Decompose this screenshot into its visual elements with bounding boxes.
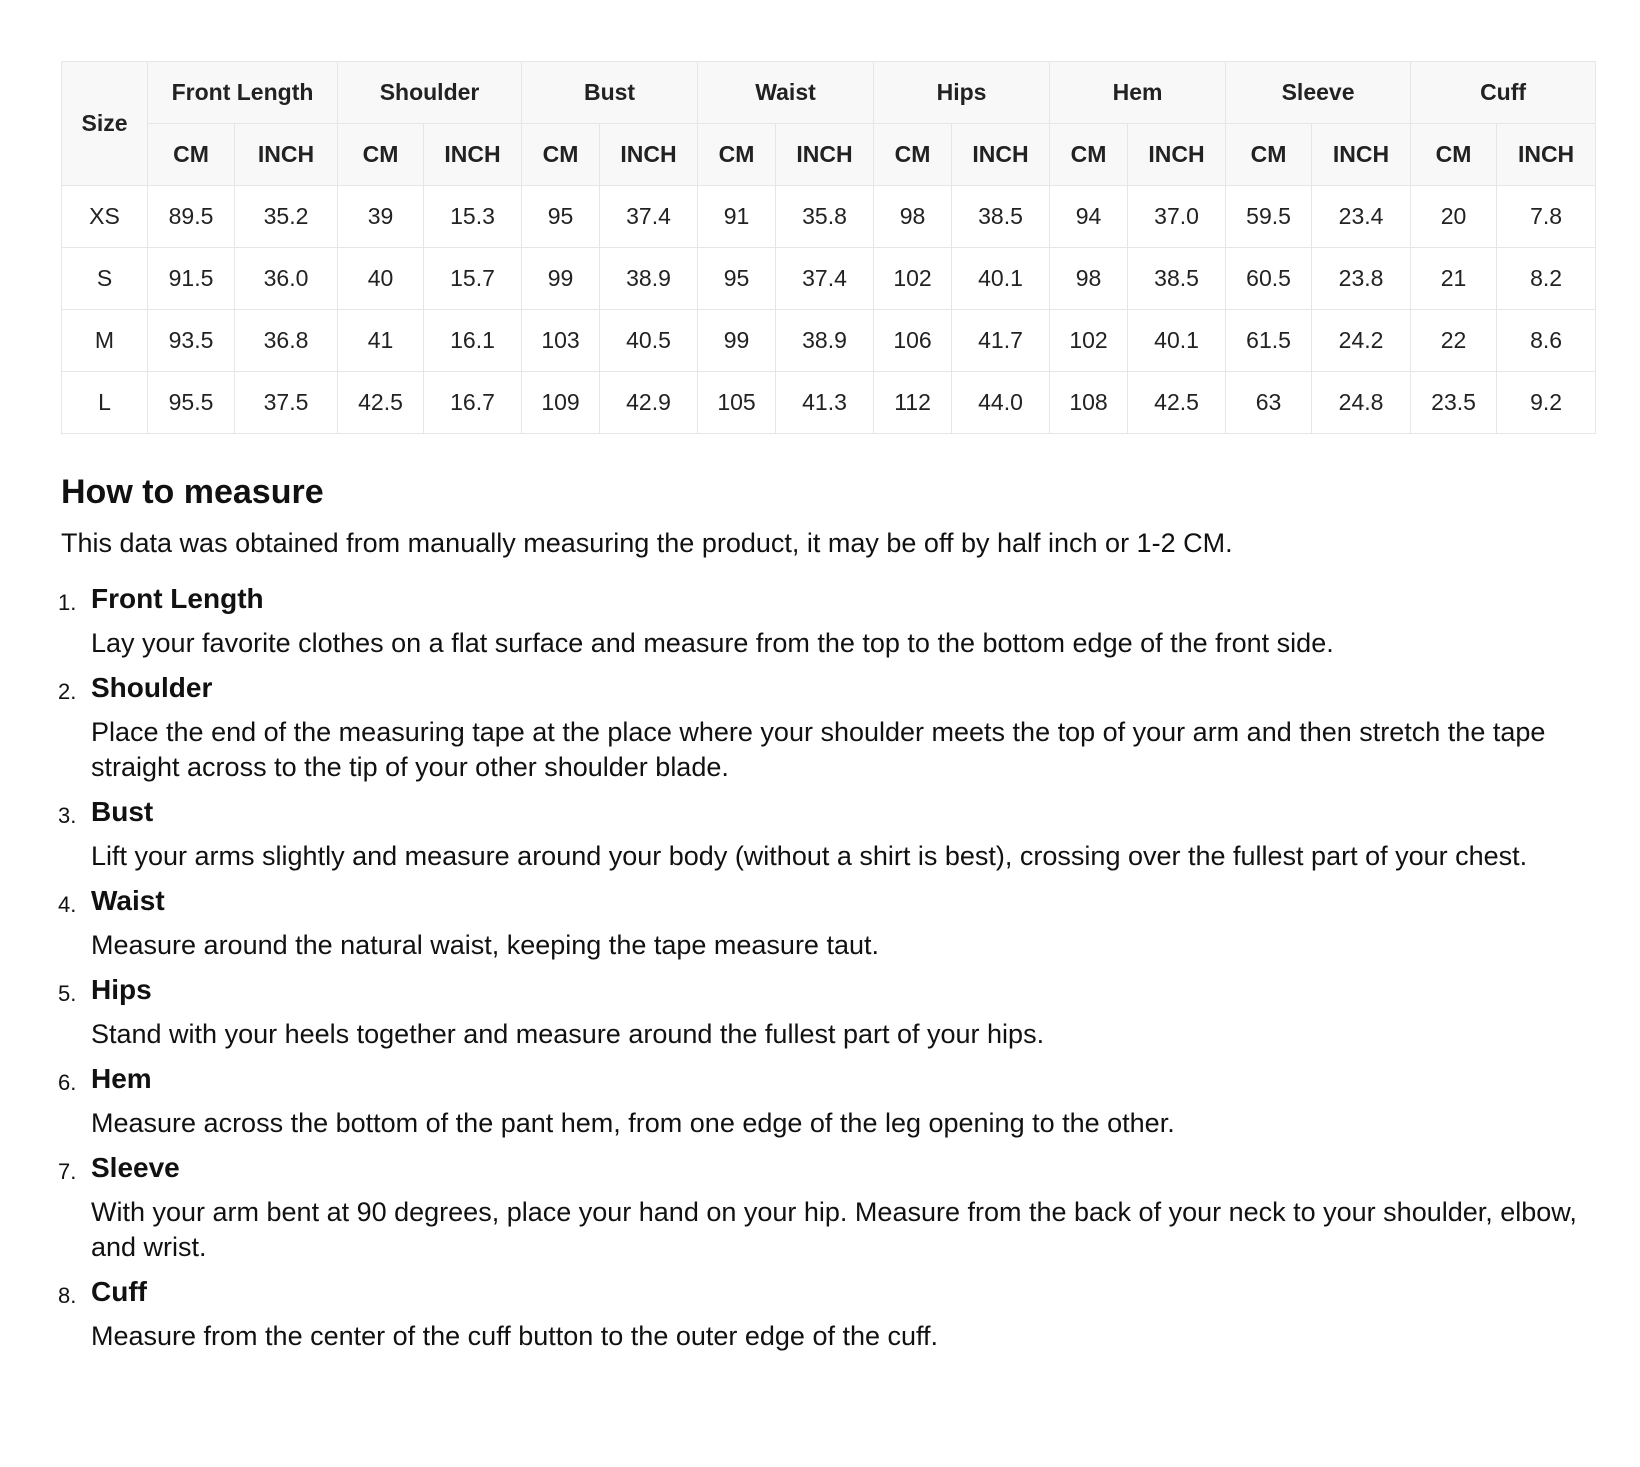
measurement-cell: 95.5 <box>148 372 235 434</box>
table-row <box>62 248 1596 310</box>
list-item-description: Lay your favorite clothes on a flat surface and measure from the top to the bottom edge of the front side. <box>91 628 1334 658</box>
measurement-cell: 41.7 <box>952 310 1050 372</box>
measurement-cell: 24.8 <box>1312 372 1411 434</box>
measurement-cell: 59.5 <box>1226 186 1312 248</box>
table-row <box>62 186 1596 248</box>
size-chart-body <box>62 186 1596 434</box>
measurement-cell: 61.5 <box>1226 310 1312 372</box>
measurement-cell: 40.1 <box>952 248 1050 310</box>
list-item-number: 8. <box>58 1283 77 1308</box>
unit-header-inch: INCH <box>952 124 1050 186</box>
list-item-number: 7. <box>58 1159 77 1184</box>
measurement-cell: 98 <box>1050 248 1128 310</box>
measurement-cell: 22 <box>1411 310 1497 372</box>
measurement-cell: 102 <box>874 248 952 310</box>
list-item <box>58 671 1593 785</box>
list-item-title: Shoulder <box>91 672 213 703</box>
measurement-cell: 42.5 <box>338 372 424 434</box>
measurement-cell: 40.1 <box>1128 310 1226 372</box>
measurement-cell: 60.5 <box>1226 248 1312 310</box>
measurement-cell: 108 <box>1050 372 1128 434</box>
measurement-cell: 20 <box>1411 186 1497 248</box>
measurement-cell: 40 <box>338 248 424 310</box>
size-chart-table <box>61 61 1596 434</box>
list-item-number: 3. <box>58 803 77 828</box>
list-item-number: 5. <box>58 981 77 1006</box>
measure-intro-text: This data was obtained from manually measuring the product, it may be off by half inch or 1-2 CM. <box>61 528 1233 558</box>
list-item-description: Stand with your heels together and measure around the fullest part of your hips. <box>91 1019 1045 1049</box>
size-chart-header <box>62 62 1596 186</box>
list-item-description: Lift your arms slightly and measure around your body (without a shirt is best), crossing over the fullest part of your chest. <box>91 841 1528 871</box>
list-item-number: 6. <box>58 1070 77 1095</box>
measurement-cell: 16.7 <box>424 372 522 434</box>
list-item-number: 2. <box>58 679 77 704</box>
measurement-cell: 8.2 <box>1497 248 1596 310</box>
measurement-cell: 94 <box>1050 186 1128 248</box>
list-item-description: Place the end of the measuring tape at the place where your shoulder meets the top of your arm and then stretch the tape straight across to the tip of your other shoulder blade. <box>91 717 1546 782</box>
list-item <box>58 973 1593 1052</box>
measurement-cell: 36.0 <box>235 248 338 310</box>
measurement-cell: 109 <box>522 372 600 434</box>
measurement-cell: 106 <box>874 310 952 372</box>
unit-header-cm: CM <box>698 124 776 186</box>
list-item <box>58 1151 1593 1265</box>
measurement-cell: 95 <box>698 248 776 310</box>
list-item-description: With your arm bent at 90 degrees, place your hand on your hip. Measure from the back of your neck to your shoulder, elbow, and wrist. <box>91 1197 1577 1262</box>
measurement-cell: 37.5 <box>235 372 338 434</box>
list-item <box>58 582 1593 661</box>
measurement-cell: 42.5 <box>1128 372 1226 434</box>
measurement-cell: 16.1 <box>424 310 522 372</box>
measurement-cell: 38.5 <box>952 186 1050 248</box>
size-label-cell: M <box>62 310 148 372</box>
group-header-hem: Hem <box>1050 62 1226 124</box>
unit-header-inch: INCH <box>1128 124 1226 186</box>
group-header-sleeve: Sleeve <box>1226 62 1411 124</box>
measurement-cell: 44.0 <box>952 372 1050 434</box>
unit-header-cm: CM <box>522 124 600 186</box>
list-item-description: Measure from the center of the cuff button to the outer edge of the cuff. <box>91 1321 939 1351</box>
list-item-title: Waist <box>91 885 165 916</box>
measurement-cell: 91 <box>698 186 776 248</box>
measurement-cell: 21 <box>1411 248 1497 310</box>
measurement-cell: 41.3 <box>776 372 874 434</box>
measurement-cell: 15.7 <box>424 248 522 310</box>
measurement-cell: 8.6 <box>1497 310 1596 372</box>
list-item-title: Sleeve <box>91 1152 180 1183</box>
size-label-cell: L <box>62 372 148 434</box>
size-label-cell: XS <box>62 186 148 248</box>
unit-header-inch: INCH <box>600 124 698 186</box>
unit-header-cm: CM <box>1226 124 1312 186</box>
measurement-cell: 35.8 <box>776 186 874 248</box>
unit-header-row <box>62 124 1596 186</box>
unit-header-cm: CM <box>1411 124 1497 186</box>
list-item-number: 1. <box>58 590 77 615</box>
measurement-cell: 38.9 <box>776 310 874 372</box>
list-item-title: Hips <box>91 974 152 1005</box>
group-header-bust: Bust <box>522 62 698 124</box>
table-row <box>62 372 1596 434</box>
measurement-cell: 38.5 <box>1128 248 1226 310</box>
measurement-cell: 7.8 <box>1497 186 1596 248</box>
size-column-header: Size <box>62 62 148 186</box>
measurement-cell: 99 <box>698 310 776 372</box>
measurement-cell: 112 <box>874 372 952 434</box>
list-item-title: Front Length <box>91 583 264 614</box>
unit-header-inch: INCH <box>1312 124 1411 186</box>
measurement-cell: 63 <box>1226 372 1312 434</box>
measurement-cell: 39 <box>338 186 424 248</box>
how-to-measure-heading: How to measure <box>61 473 324 511</box>
unit-header-cm: CM <box>1050 124 1128 186</box>
group-header-hips: Hips <box>874 62 1050 124</box>
measurement-cell: 36.8 <box>235 310 338 372</box>
list-item <box>58 1062 1593 1141</box>
list-item <box>58 795 1593 874</box>
list-item-title: Hem <box>91 1063 152 1094</box>
unit-header-inch: INCH <box>1497 124 1596 186</box>
measurement-cell: 91.5 <box>148 248 235 310</box>
measurement-cell: 23.5 <box>1411 372 1497 434</box>
measure-instructions-list <box>58 582 1593 1354</box>
group-header-cuff: Cuff <box>1411 62 1596 124</box>
size-label-cell: S <box>62 248 148 310</box>
measurement-cell: 35.2 <box>235 186 338 248</box>
measurement-cell: 93.5 <box>148 310 235 372</box>
list-item-title: Cuff <box>91 1276 147 1307</box>
measurement-cell: 38.9 <box>600 248 698 310</box>
unit-header-inch: INCH <box>424 124 522 186</box>
measurement-cell: 95 <box>522 186 600 248</box>
measurement-cell: 23.4 <box>1312 186 1411 248</box>
group-header-shoulder: Shoulder <box>338 62 522 124</box>
unit-header-cm: CM <box>148 124 235 186</box>
group-header-waist: Waist <box>698 62 874 124</box>
measurement-cell: 103 <box>522 310 600 372</box>
list-item <box>58 1275 1593 1354</box>
measurement-cell: 105 <box>698 372 776 434</box>
measurement-cell: 37.0 <box>1128 186 1226 248</box>
list-item-description: Measure across the bottom of the pant hem, from one edge of the leg opening to the other. <box>91 1108 1175 1138</box>
table-row <box>62 310 1596 372</box>
group-header-row <box>62 62 1596 124</box>
measurement-cell: 98 <box>874 186 952 248</box>
unit-header-inch: INCH <box>235 124 338 186</box>
measurement-cell: 102 <box>1050 310 1128 372</box>
list-item-description: Measure around the natural waist, keeping the tape measure taut. <box>91 930 879 960</box>
measurement-cell: 99 <box>522 248 600 310</box>
group-header-front-length: Front Length <box>148 62 338 124</box>
unit-header-inch: INCH <box>776 124 874 186</box>
measurement-cell: 41 <box>338 310 424 372</box>
measurement-cell: 37.4 <box>776 248 874 310</box>
measurement-cell: 23.8 <box>1312 248 1411 310</box>
measurement-cell: 9.2 <box>1497 372 1596 434</box>
list-item-title: Bust <box>91 796 154 827</box>
unit-header-cm: CM <box>338 124 424 186</box>
measurement-cell: 37.4 <box>600 186 698 248</box>
size-guide-page <box>58 61 1593 1364</box>
measurement-cell: 15.3 <box>424 186 522 248</box>
measurement-cell: 89.5 <box>148 186 235 248</box>
measurement-cell: 24.2 <box>1312 310 1411 372</box>
list-item-number: 4. <box>58 892 77 917</box>
unit-header-cm: CM <box>874 124 952 186</box>
measurement-cell: 40.5 <box>600 310 698 372</box>
measurement-cell: 42.9 <box>600 372 698 434</box>
list-item <box>58 884 1593 963</box>
